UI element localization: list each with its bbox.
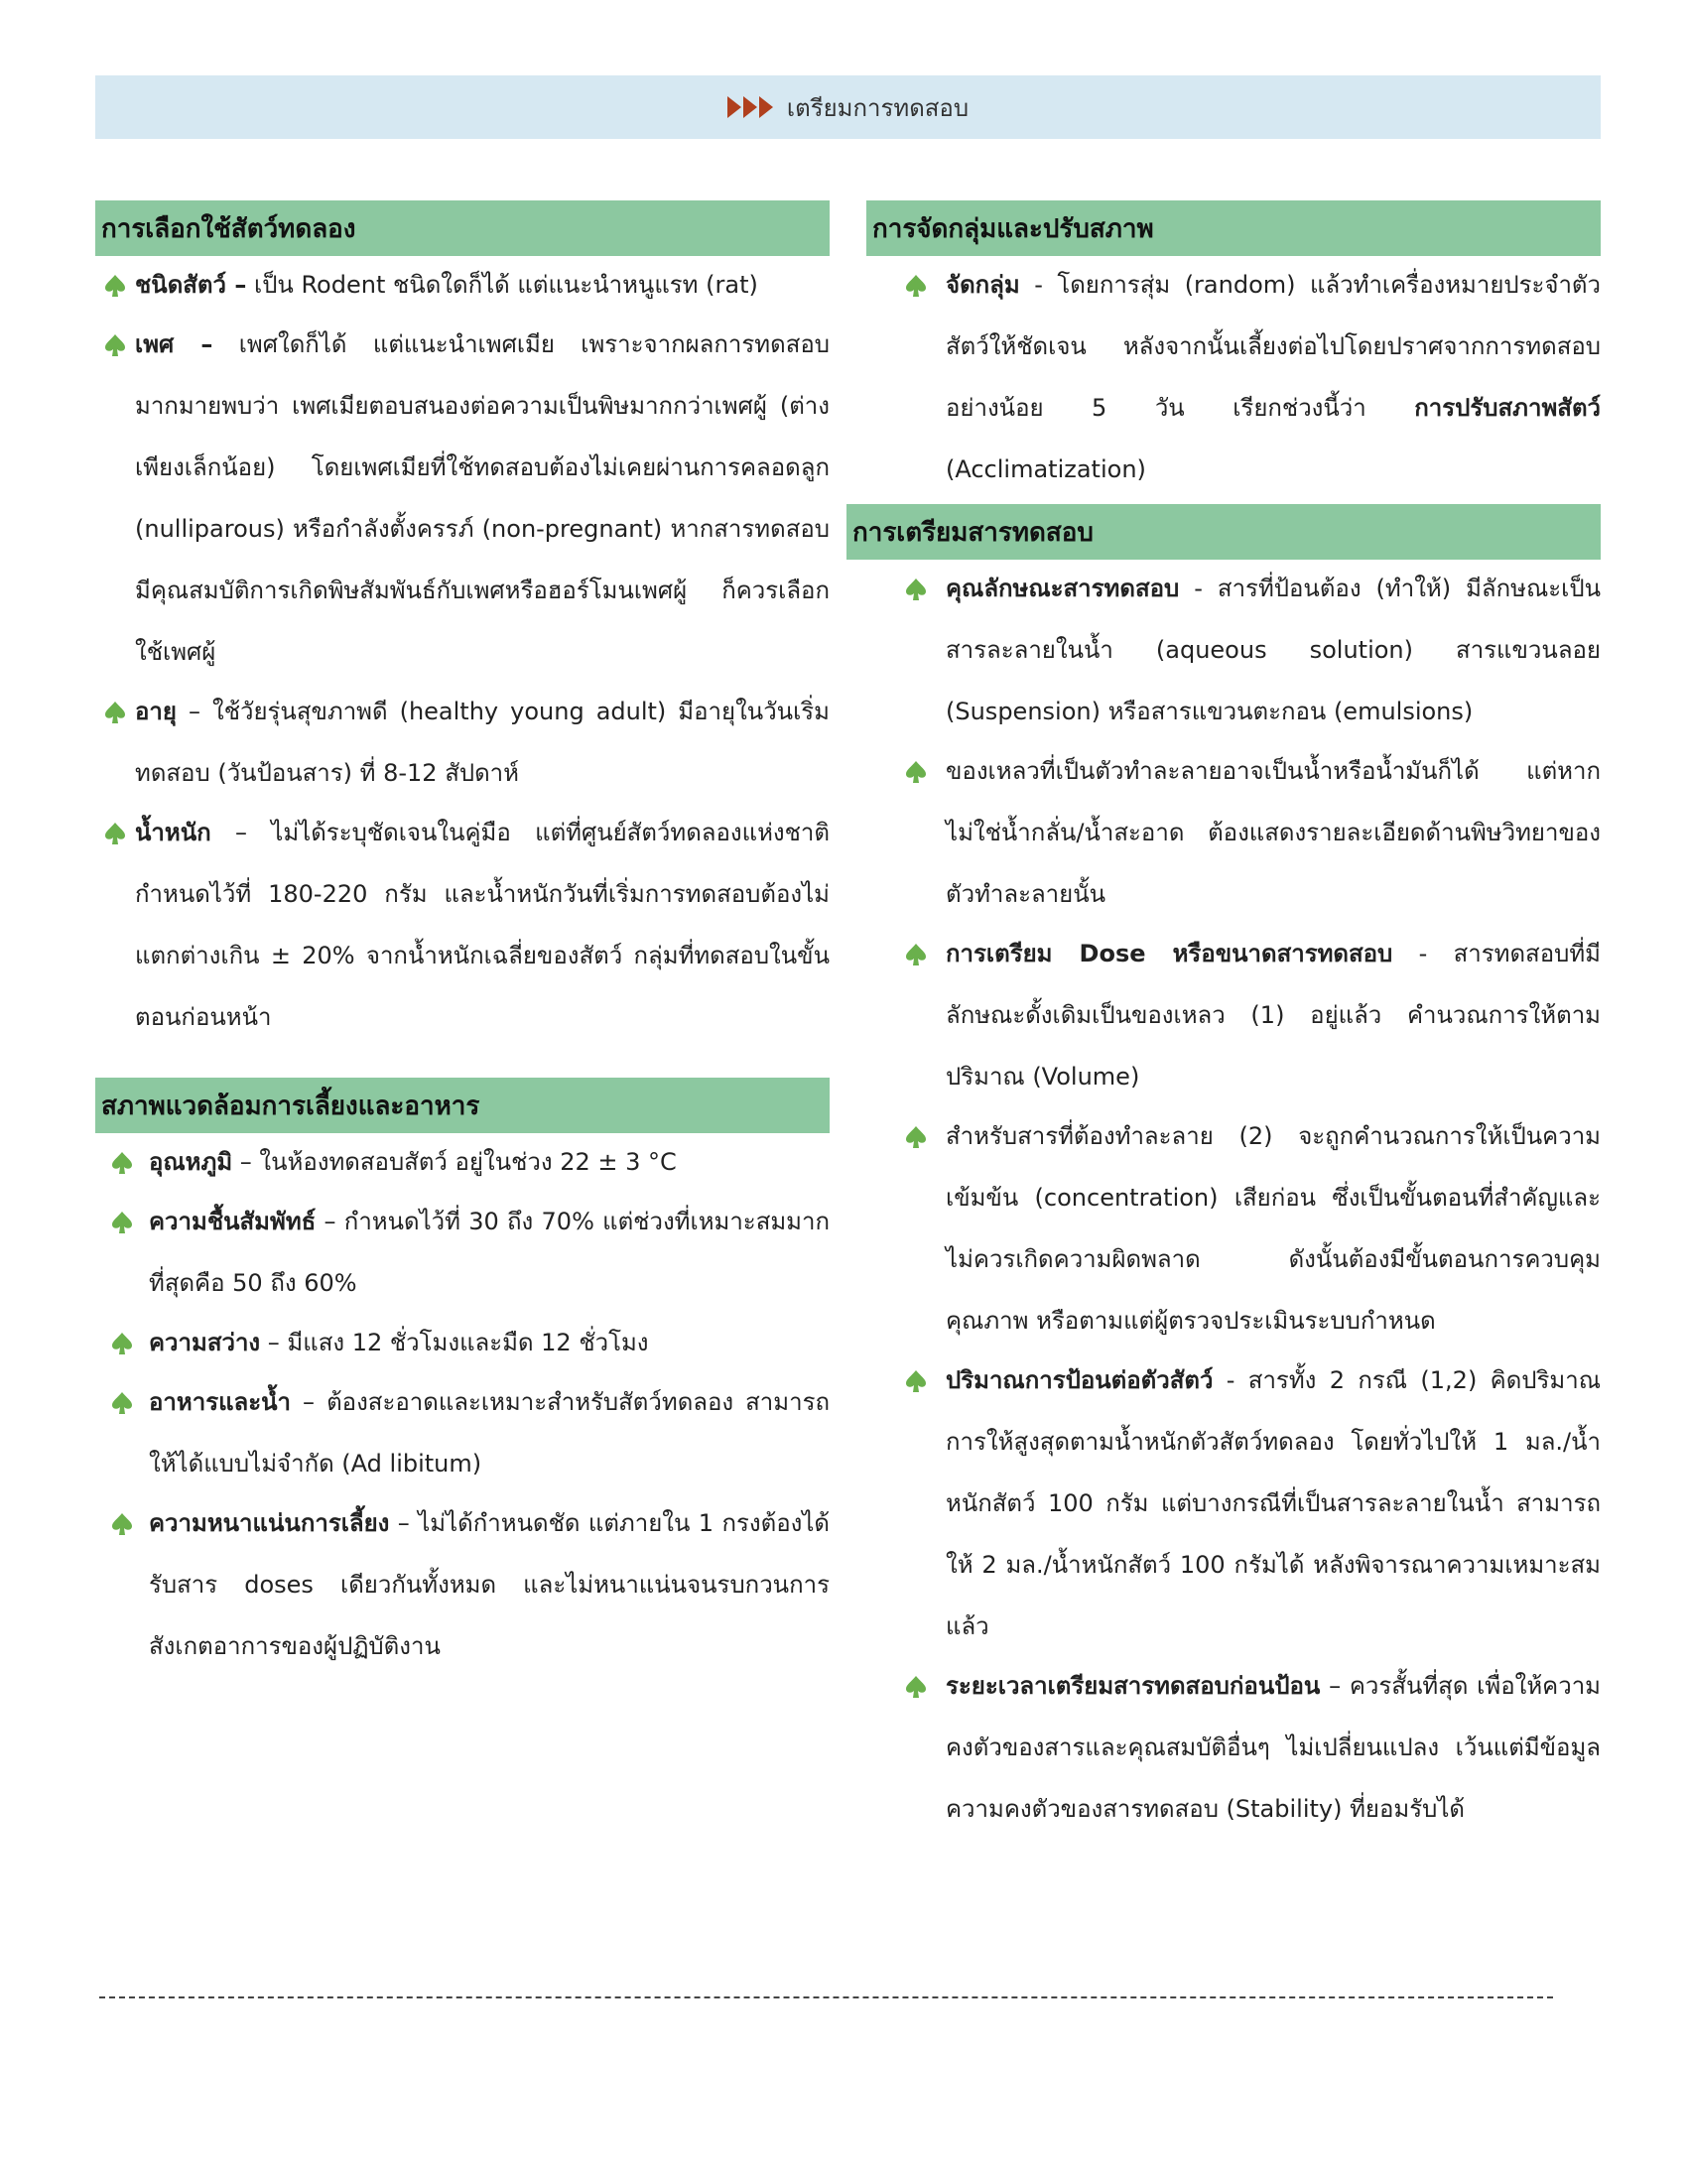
list-item-body: - สารทั้ง 2 กรณี (1,2) คิดปริมาณการให้สูงสุดตามน้ำหนักตัวสัตว์ทดลอง โดยทั่วไปให้ 1 มล./น้ำหนักสัตว์ 100 กรัม แต่บางกรณีที่เป็นสารละลายในน้ำ สามารถให้ 2 มล./น้ำหนักสัตว์ 100 กรัมได้ หลังพิจารณาความเหมาะสมแล้ว (946, 1366, 1601, 1640)
list-item-body: เป็น Rodent ชนิดใดก็ได้ แต่แนะนำหนูแรท (rat) (246, 271, 758, 299)
list-item (866, 1119, 1601, 1351)
list-item-term: น้ำหนัก (135, 819, 211, 846)
page-banner (95, 75, 1601, 139)
list-item-term: ความสว่าง (149, 1329, 261, 1356)
triple-arrow-icon (727, 96, 773, 118)
list-item (95, 1506, 830, 1677)
list-item (95, 1326, 830, 1373)
list-item (866, 937, 1601, 1107)
section-environment (95, 1145, 830, 1677)
section-header-grouping: การจัดกลุ่มและปรับสภาพ (866, 200, 1601, 256)
list-item-text (135, 802, 830, 1048)
list-item-body: – ต้องสะอาดและเหมาะสำหรับสัตว์ทดลอง สามารถให้ได้แบบไม่จำกัด (Ad libitum) (149, 1388, 830, 1477)
section-animal-selection (95, 268, 830, 1048)
list-item-text (946, 923, 1601, 1107)
list-item-term: การเตรียม Dose หรือขนาดสารทดสอบ (946, 940, 1393, 967)
spade-bullet-icon (104, 333, 126, 357)
list-item-term: ระยะเวลาเตรียมสารทดสอบก่อนป้อน (946, 1672, 1321, 1700)
list-item (95, 816, 830, 1048)
spade-bullet-icon (111, 1151, 133, 1175)
list-item-text (149, 1492, 830, 1677)
list-item-body: – กำหนดไว้ที่ 30 ถึง 70% แต่ช่วงที่เหมาะสมมากที่สุดคือ 50 ถึง 60% (149, 1208, 830, 1297)
list-item-text (946, 1105, 1601, 1351)
list-item (95, 1205, 830, 1314)
list-item-text (149, 1371, 830, 1494)
list-item (866, 754, 1601, 925)
list-item-text (149, 1131, 677, 1193)
spade-bullet-icon (905, 943, 927, 966)
list-item-term: ปริมาณการป้อนต่อตัวสัตว์ (946, 1366, 1214, 1394)
list-item-body: – ไม่ได้ระบุชัดเจนในคู่มือ แต่ที่ศูนย์สัตว์ทดลองแห่งชาติกำหนดไว้ที่ 180-220 กรัม และน้ำหนักวันที่เริ่มการทดสอบต้องไม่แตกต่างเกิน ± 20% จากน้ำหนักเฉลี่ยของสัตว์ กลุ่มที่ทดสอบในขั้นตอนก่อนหน้า (135, 819, 830, 1031)
list-item (866, 268, 1601, 500)
spade-bullet-icon (104, 701, 126, 724)
spade-bullet-icon (905, 578, 927, 601)
list-item (95, 1385, 830, 1494)
list-item-text (946, 1655, 1601, 1840)
list-item-body: สำหรับสารที่ต้องทำละลาย (2) จะถูกคำนวณการให้เป็นความเข้มข้น (concentration) เสียก่อน ซึ่งเป็นขั้นตอนที่สำคัญและไม่ควรเกิดความผิดพลาด ดังนั้นต้องมีขั้นตอนการควบคุมคุณภาพ หรือตามแต่ผู้ตรวจประเมินระบบกำหนด (946, 1122, 1601, 1335)
section-header-animal-selection: การเลือกใช้สัตว์ทดลอง (95, 200, 830, 256)
list-item (95, 1145, 830, 1193)
list-item (866, 1669, 1601, 1840)
list-item-term: ความหนาแน่นการเลี้ยง (149, 1509, 390, 1537)
list-item (95, 327, 830, 683)
spade-bullet-icon (104, 822, 126, 845)
list-item-body: – มีแสง 12 ชั่วโมงและมืด 12 ชั่วโมง (260, 1329, 649, 1356)
list-item-term: ความชื้นสัมพัทธ์ (149, 1208, 317, 1235)
spade-bullet-icon (111, 1512, 133, 1536)
spade-bullet-icon (111, 1332, 133, 1355)
list-item-text (135, 681, 830, 804)
list-item-text (946, 1349, 1601, 1657)
left-column (95, 200, 830, 1677)
list-item-text (135, 314, 830, 683)
page-title: เตรียมการทดสอบ (786, 93, 970, 122)
list-item-text (149, 1312, 649, 1373)
spade-bullet-icon (905, 760, 927, 784)
list-item-body: – ควรสั้นที่สุด เพื่อให้ความคงตัวของสารและคุณสมบัติอื่นๆ ไม่เปลี่ยนแปลง เว้นแต่มีข้อมูลความคงตัวของสารทดสอบ (Stability) ที่ยอมรับได้ (946, 1672, 1601, 1823)
spade-bullet-icon (104, 274, 126, 298)
spade-bullet-icon (905, 1125, 927, 1149)
list-item (866, 1363, 1601, 1657)
list-item-body: - สารที่ป้อนต้อง (ทำให้) มีลักษณะเป็นสารละลายในน้ำ (aqueous solution) สารแขวนลอย (Suspension) หรือสารแขวนตะกอน (emulsions) (946, 575, 1601, 725)
list-item-term: ชนิดสัตว์ – (135, 271, 247, 299)
list-item (95, 695, 830, 804)
list-item-body: เพศใดก็ได้ แต่แนะนำเพศเมีย เพราะจากผลการทดสอบมากมายพบว่า เพศเมียตอบสนองต่อความเป็นพิษมากกว่าเพศผู้ (ต่างเพียงเล็กน้อย) โดยเพศเมียที่ใช้ทดสอบต้องไม่เคยผ่านการคลอดลูก (nulliparous) หรือกำลังตั้งครรภ์ (non-pregnant) หากสารทดสอบมีคุณสมบัติการเกิดพิษสัมพันธ์กับเพศหรือฮอร์โมนเพศผู้ ก็ควรเลือกใช้เพศผู้ (135, 330, 830, 666)
section-test-substance (866, 572, 1601, 1840)
list-item-term: อายุ (135, 698, 177, 725)
spade-bullet-icon (905, 1369, 927, 1393)
list-item-body: – ไม่ได้กำหนดชัด แต่ภายใน 1 กรงต้องได้รับสาร doses เดียวกันทั้งหมด และไม่หนาแน่นจนรบกวนการสังเกตอาการของผู้ปฏิบัติงาน (149, 1509, 830, 1660)
list-item-text (135, 254, 758, 316)
list-item-text (149, 1191, 830, 1314)
spade-bullet-icon (111, 1211, 133, 1234)
list-item-term: เพศ – (135, 330, 213, 358)
list-item-term: อาหารและน้ำ (149, 1388, 292, 1416)
list-item-text (946, 740, 1601, 925)
list-item-text: จัดกลุ่ม - โดยการสุ่ม (random) แล้วทำเครื่องหมายประจำตัวสัตว์ให้ชัดเจน หลังจากนั้นเลี้ยงต่อไปโดยปราศจากการทดสอบอย่างน้อย 5 วัน เรียกช่วงนี้ว่า การปรับสภาพสัตว์ (Acclimatization) (946, 271, 1601, 483)
list-item-text (946, 558, 1601, 742)
section-header-environment: สภาพแวดล้อมการเลี้ยงและอาหาร (95, 1078, 830, 1133)
list-item-body: – ใช้วัยรุ่นสุขภาพดี (healthy young adult) มีอายุในวันเริ่มทดสอบ (วันป้อนสาร) ที่ 8-12 สัปดาห์ (135, 698, 830, 787)
list-item-term: คุณลักษณะสารทดสอบ (946, 575, 1180, 602)
spade-bullet-icon (111, 1391, 133, 1415)
dashed-divider (99, 1996, 1553, 1998)
list-item-body: ของเหลวที่เป็นตัวทำละลายอาจเป็นน้ำหรือน้ำมันก็ได้ แต่หากไม่ใช่น้ำกลั่น/น้ำสะอาด ต้องแสดงรายละเอียดด้านพิษวิทยาของตัวทำละลายนั้น (946, 757, 1601, 908)
spade-bullet-icon (905, 274, 927, 298)
spade-bullet-icon (905, 1675, 927, 1699)
list-item-body: - สารทดสอบที่มีลักษณะดั้งเดิมเป็นของเหลว (1) อยู่แล้ว คำนวณการให้ตามปริมาณ (Volume) (946, 940, 1601, 1091)
list-item-body: – ในห้องทดสอบสัตว์ อยู่ในช่วง 22 ± 3 °C (232, 1148, 677, 1176)
section-header-test-substance: การเตรียมสารทดสอบ (846, 504, 1601, 560)
right-column (852, 200, 1601, 1840)
list-item (95, 268, 830, 316)
list-item-term: อุณหภูมิ (149, 1148, 233, 1176)
list-item (866, 572, 1601, 742)
